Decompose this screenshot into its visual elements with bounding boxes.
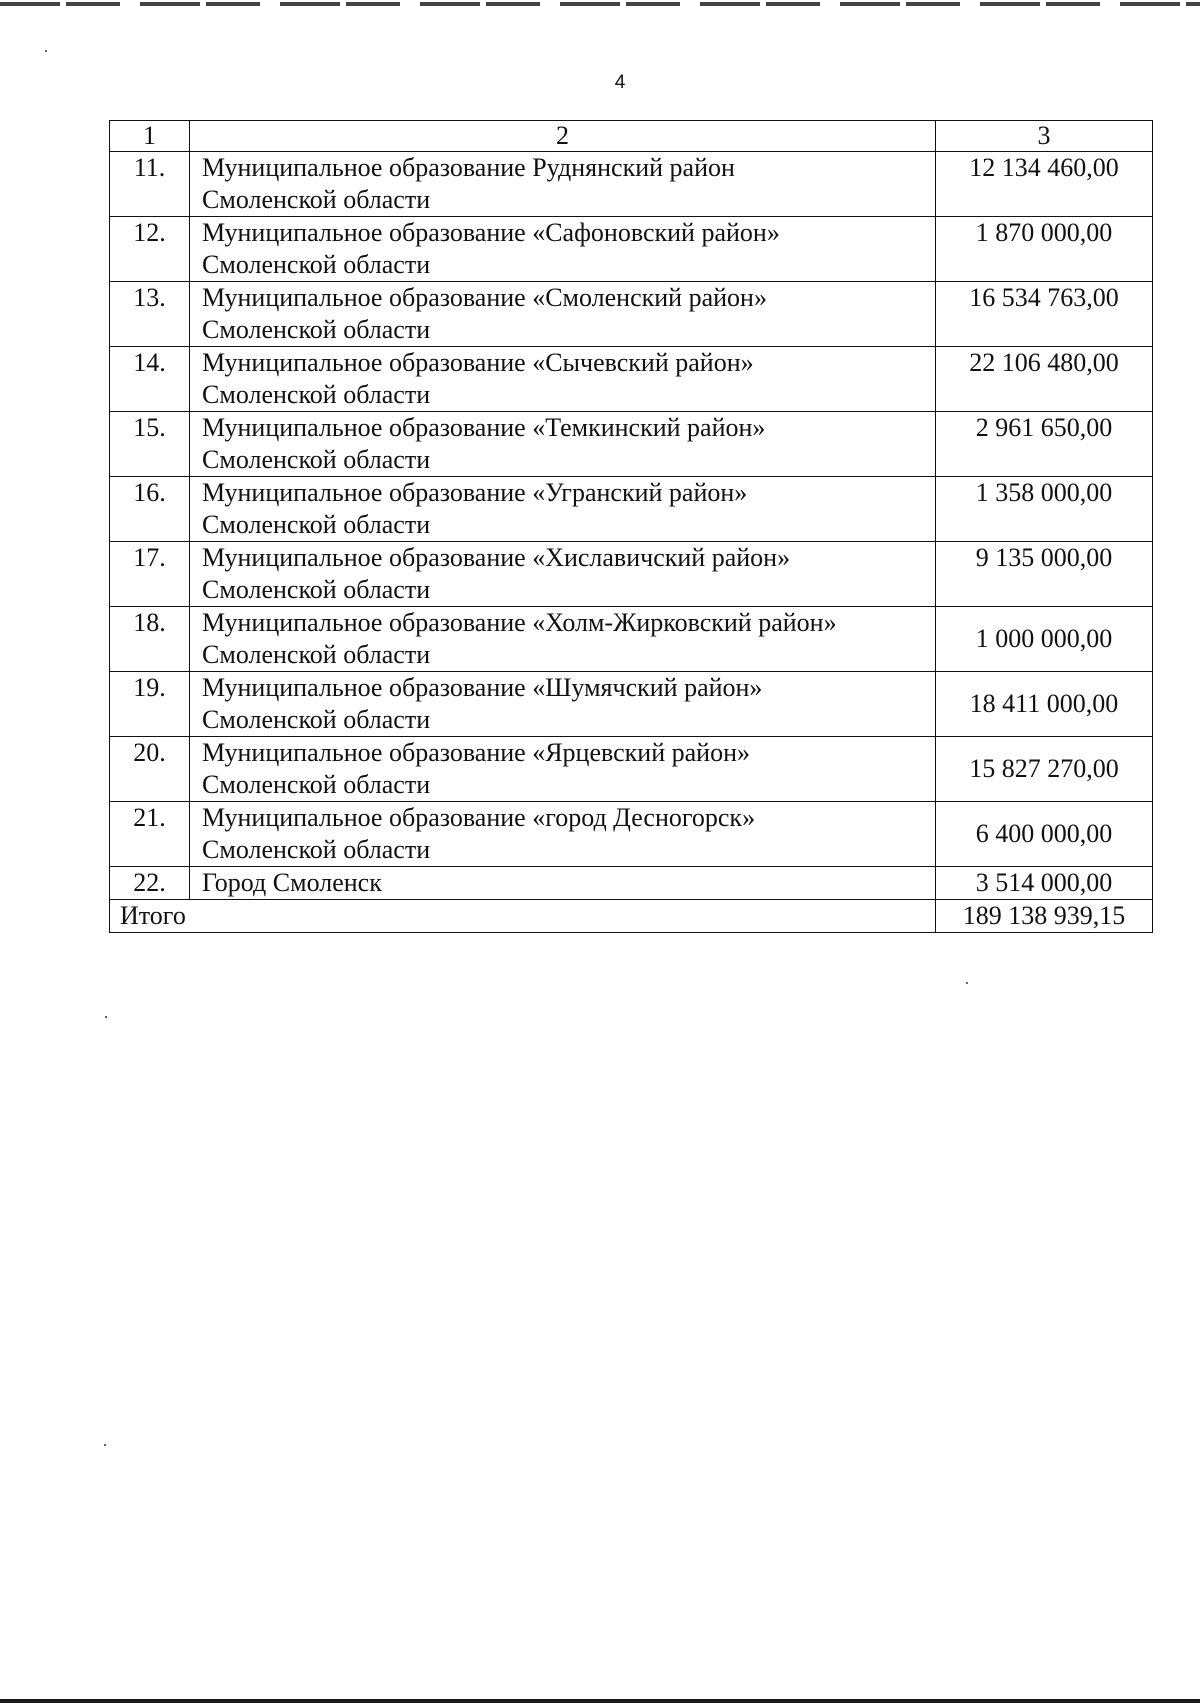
row-number: 21. — [110, 802, 190, 867]
table-row — [110, 217, 1153, 282]
municipality-name — [190, 802, 936, 867]
page-number: 4 — [614, 72, 626, 93]
municipality-name-line1: Муниципальное образование «Холм-Жирковский район» — [202, 608, 837, 637]
row-number: 17. — [110, 542, 190, 607]
municipality-name-line2: Смоленской области — [202, 835, 431, 864]
allocation-amount: 18 411 000,00 — [935, 672, 1152, 737]
row-number: 13. — [110, 282, 190, 347]
row-number: 12. — [110, 217, 190, 282]
allocation-amount: 9 135 000,00 — [935, 542, 1152, 607]
municipality-name-line1: Муниципальное образование «Угранский район» — [202, 478, 748, 507]
table-row — [110, 152, 1153, 217]
allocation-amount: 3 514 000,00 — [935, 867, 1152, 900]
municipality-name-line1: Муниципальное образование «Смоленский район» — [202, 283, 767, 312]
header-col-1: 1 — [110, 121, 190, 152]
table-row — [110, 867, 1153, 900]
scan-speck — [45, 50, 47, 52]
table-header-row — [110, 121, 1153, 152]
municipality-name-line2: Смоленской области — [202, 640, 431, 669]
row-number: 20. — [110, 737, 190, 802]
table-row — [110, 412, 1153, 477]
allocation-amount: 12 134 460,00 — [935, 152, 1152, 217]
row-number: 14. — [110, 347, 190, 412]
municipality-name-line2: Смоленской области — [202, 185, 431, 214]
table-row — [110, 607, 1153, 672]
allocation-amount: 6 400 000,00 — [935, 802, 1152, 867]
municipality-name-line1: Муниципальное образование «Ярцевский район» — [202, 738, 750, 767]
municipality-name-line1: Муниципальное образование «Сафоновский район» — [202, 218, 780, 247]
municipality-name — [190, 607, 936, 672]
municipality-name-line2: Смоленской области — [202, 315, 431, 344]
allocation-amount: 15 827 270,00 — [935, 737, 1152, 802]
table-row — [110, 282, 1153, 347]
municipality-name-line1: Муниципальное образование «город Десногорск» — [202, 803, 756, 832]
scan-speck — [966, 982, 968, 984]
municipality-name — [190, 412, 936, 477]
scan-edge-bottom — [0, 1699, 1200, 1703]
table-row — [110, 542, 1153, 607]
municipality-name — [190, 672, 936, 737]
municipality-name-line1: Муниципальное образование «Сычевский район» — [202, 348, 754, 377]
row-number: 16. — [110, 477, 190, 542]
municipality-name-line2: Смоленской области — [202, 510, 431, 539]
municipality-name-line2: Смоленской области — [202, 770, 431, 799]
row-number: 18. — [110, 607, 190, 672]
municipality-name — [190, 217, 936, 282]
municipality-name-line2: Смоленской области — [202, 705, 431, 734]
row-number: 11. — [110, 152, 190, 217]
municipality-name — [190, 282, 936, 347]
budget-allocation-table — [109, 120, 1153, 933]
table-row — [110, 477, 1153, 542]
allocation-amount: 1 000 000,00 — [935, 607, 1152, 672]
allocation-amount: 22 106 480,00 — [935, 347, 1152, 412]
scan-speck — [104, 1444, 106, 1446]
municipality-name-line1: Муниципальное образование «Шумячский район» — [202, 673, 763, 702]
total-row — [110, 900, 1153, 933]
municipality-name — [190, 347, 936, 412]
municipality-name-line2: Смоленской области — [202, 250, 431, 279]
scan-edge-top — [0, 2, 1200, 6]
allocation-amount: 1 358 000,00 — [935, 477, 1152, 542]
allocation-amount: 2 961 650,00 — [935, 412, 1152, 477]
municipality-name-line1: Муниципальное образование «Темкинский район» — [202, 413, 766, 442]
total-label: Итого — [110, 900, 936, 933]
municipality-name — [190, 477, 936, 542]
municipality-name — [190, 737, 936, 802]
table-row — [110, 802, 1153, 867]
table-row — [110, 347, 1153, 412]
municipality-name-line2: Смоленской области — [202, 575, 431, 604]
allocation-amount: 16 534 763,00 — [935, 282, 1152, 347]
table-row — [110, 672, 1153, 737]
municipality-name — [190, 152, 936, 217]
municipality-name-line1: Муниципальное образование «Хиславичский район» — [202, 543, 791, 572]
municipality-name — [190, 542, 936, 607]
municipality-name-line2: Смоленской области — [202, 445, 431, 474]
municipality-name-line2: Смоленской области — [202, 380, 431, 409]
municipality-name-line1: Муниципальное образование Руднянский район — [202, 153, 735, 182]
municipality-name — [190, 867, 936, 900]
header-col-3: 3 — [935, 121, 1152, 152]
table-body — [110, 121, 1153, 933]
total-amount: 189 138 939,15 — [935, 900, 1152, 933]
scan-speck — [105, 1016, 107, 1018]
table-row — [110, 737, 1153, 802]
allocation-amount: 1 870 000,00 — [935, 217, 1152, 282]
row-number: 15. — [110, 412, 190, 477]
header-col-2: 2 — [190, 121, 936, 152]
row-number: 22. — [110, 867, 190, 900]
row-number: 19. — [110, 672, 190, 737]
municipality-name-line1: Город Смоленск — [202, 868, 382, 897]
